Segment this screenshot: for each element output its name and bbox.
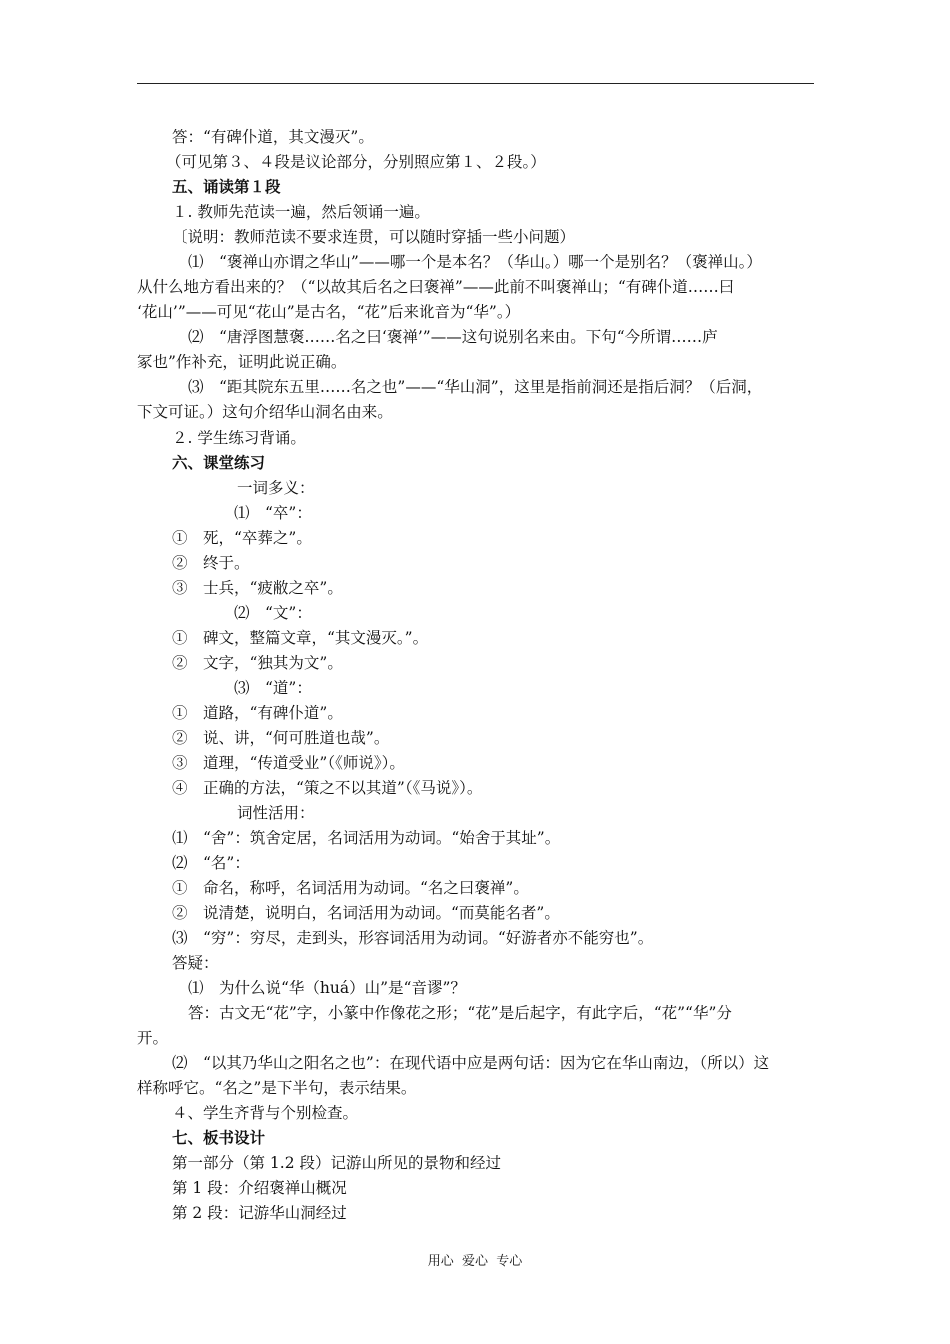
list-item: ① 死，“卒葬之”。 xyxy=(172,529,312,547)
list-item: ② 文字，“独其为文”。 xyxy=(172,654,343,672)
page-footer: 用心 爱心 专心 xyxy=(427,1254,523,1269)
section-heading: 六、课堂练习 xyxy=(172,453,266,472)
text-line: ‘花山’”——可见“花山”是古名，“花”后来讹音为“华”。） xyxy=(137,303,521,321)
list-item: ① 道路，“有碑仆道”。 xyxy=(172,704,343,722)
text-line: （可见第３、４段是议论部分，分别照应第１、２段。） xyxy=(166,153,546,171)
text-line: ２. 学生练习背诵。 xyxy=(172,429,306,447)
list-item: ① 碑文，整篇文章，“其文漫灭。”。 xyxy=(172,629,429,647)
text-line: 下文可证。）这句介绍华山洞名由来。 xyxy=(137,403,393,421)
list-item: ③ 道理，“传道受业”（《师说》）。 xyxy=(172,754,405,772)
list-item: ② 说、讲，“何可胜道也哉”。 xyxy=(172,729,390,747)
list-item: ④ 正确的方法，“策之不以其道”（《马说》）。 xyxy=(172,779,483,797)
text-line: 〔说明：教师范读不要求连贯，可以随时穿插一些小问题） xyxy=(172,228,576,246)
text-line: 冢也”作补充，证明此说正确。 xyxy=(137,353,347,371)
list-item: ⑴ “舍”：筑舍定居，名词活用为动词。“始舍于其址”。 xyxy=(172,829,561,847)
section-heading: 七、板书设计 xyxy=(172,1128,266,1147)
header-rule xyxy=(137,83,814,84)
list-item: ② 说清楚，说明白，名词活用为动词。“而莫能名者”。 xyxy=(172,904,560,922)
text-line: ４、学生齐背与个别检查。 xyxy=(172,1104,359,1122)
text-line: 第一部分（第 1.2 段）记游山所见的景物和经过 xyxy=(172,1154,502,1172)
text-line: 一词多义： xyxy=(237,479,315,497)
text-line: ⑴ 为什么说“华（huá）山”是“音谬”？ xyxy=(188,979,466,997)
text-line: １. 教师先范读一遍，然后领诵一遍。 xyxy=(172,203,430,221)
section-heading: 五、诵读第１段 xyxy=(172,177,281,196)
text-line: 答：“有碑仆道，其文漫灭”。 xyxy=(172,128,374,146)
text-line: ⑶ “道”： xyxy=(234,679,312,697)
list-item: ⑵ “名”： xyxy=(172,854,250,872)
text-line: 开。 xyxy=(137,1029,169,1047)
list-item: ② 终于。 xyxy=(172,554,250,572)
text-line: 样称呼它。“名之”是下半句，表示结果。 xyxy=(137,1079,417,1097)
list-item: ① 命名，称呼，名词活用为动词。“名之曰褒禅”。 xyxy=(172,879,529,897)
text-line: ⑶ “距其院东五里……名之也”——“华山洞”，这里是指前洞还是指后洞？（后洞， xyxy=(188,378,763,396)
text-line: 答：古文无“花”字，小篆中作像花之形；“花”是后起字，有此字后，“花”“华”分 xyxy=(188,1004,732,1022)
text-line: ⑵ “以其乃华山之阳名之也”：在现代语中应是两句话：因为它在华山南边，（所以）这 xyxy=(172,1054,770,1072)
text-line: 词性活用： xyxy=(237,804,315,822)
list-item: ③ 士兵，“疲敝之卒”。 xyxy=(172,579,343,597)
text-line: 第 1 段：介绍褒禅山概况 xyxy=(172,1179,347,1197)
text-line: 从什么地方看出来的？（“以故其后名之曰褒禅”——此前不叫褒禅山；“有碑仆道……曰 xyxy=(137,278,735,296)
text-line: ⑵ “文”： xyxy=(234,604,312,622)
text-line: ⑴ “褒禅山亦谓之华山”——哪一个是本名？（华山。）哪一个是别名？（褒禅山。） xyxy=(188,253,762,271)
text-line: 答疑： xyxy=(172,954,219,972)
text-line: ⑵ “唐浮图慧褒……名之曰‘褒禅’”——这句说别名来由。下句“今所谓……庐 xyxy=(188,328,718,346)
list-item: ⑶ “穷”：穷尽，走到头，形容词活用为动词。“好游者亦不能穷也”。 xyxy=(172,929,654,947)
text-line: ⑴ “卒”： xyxy=(234,504,312,522)
text-line: 第 2 段：记游华山洞经过 xyxy=(172,1204,347,1222)
